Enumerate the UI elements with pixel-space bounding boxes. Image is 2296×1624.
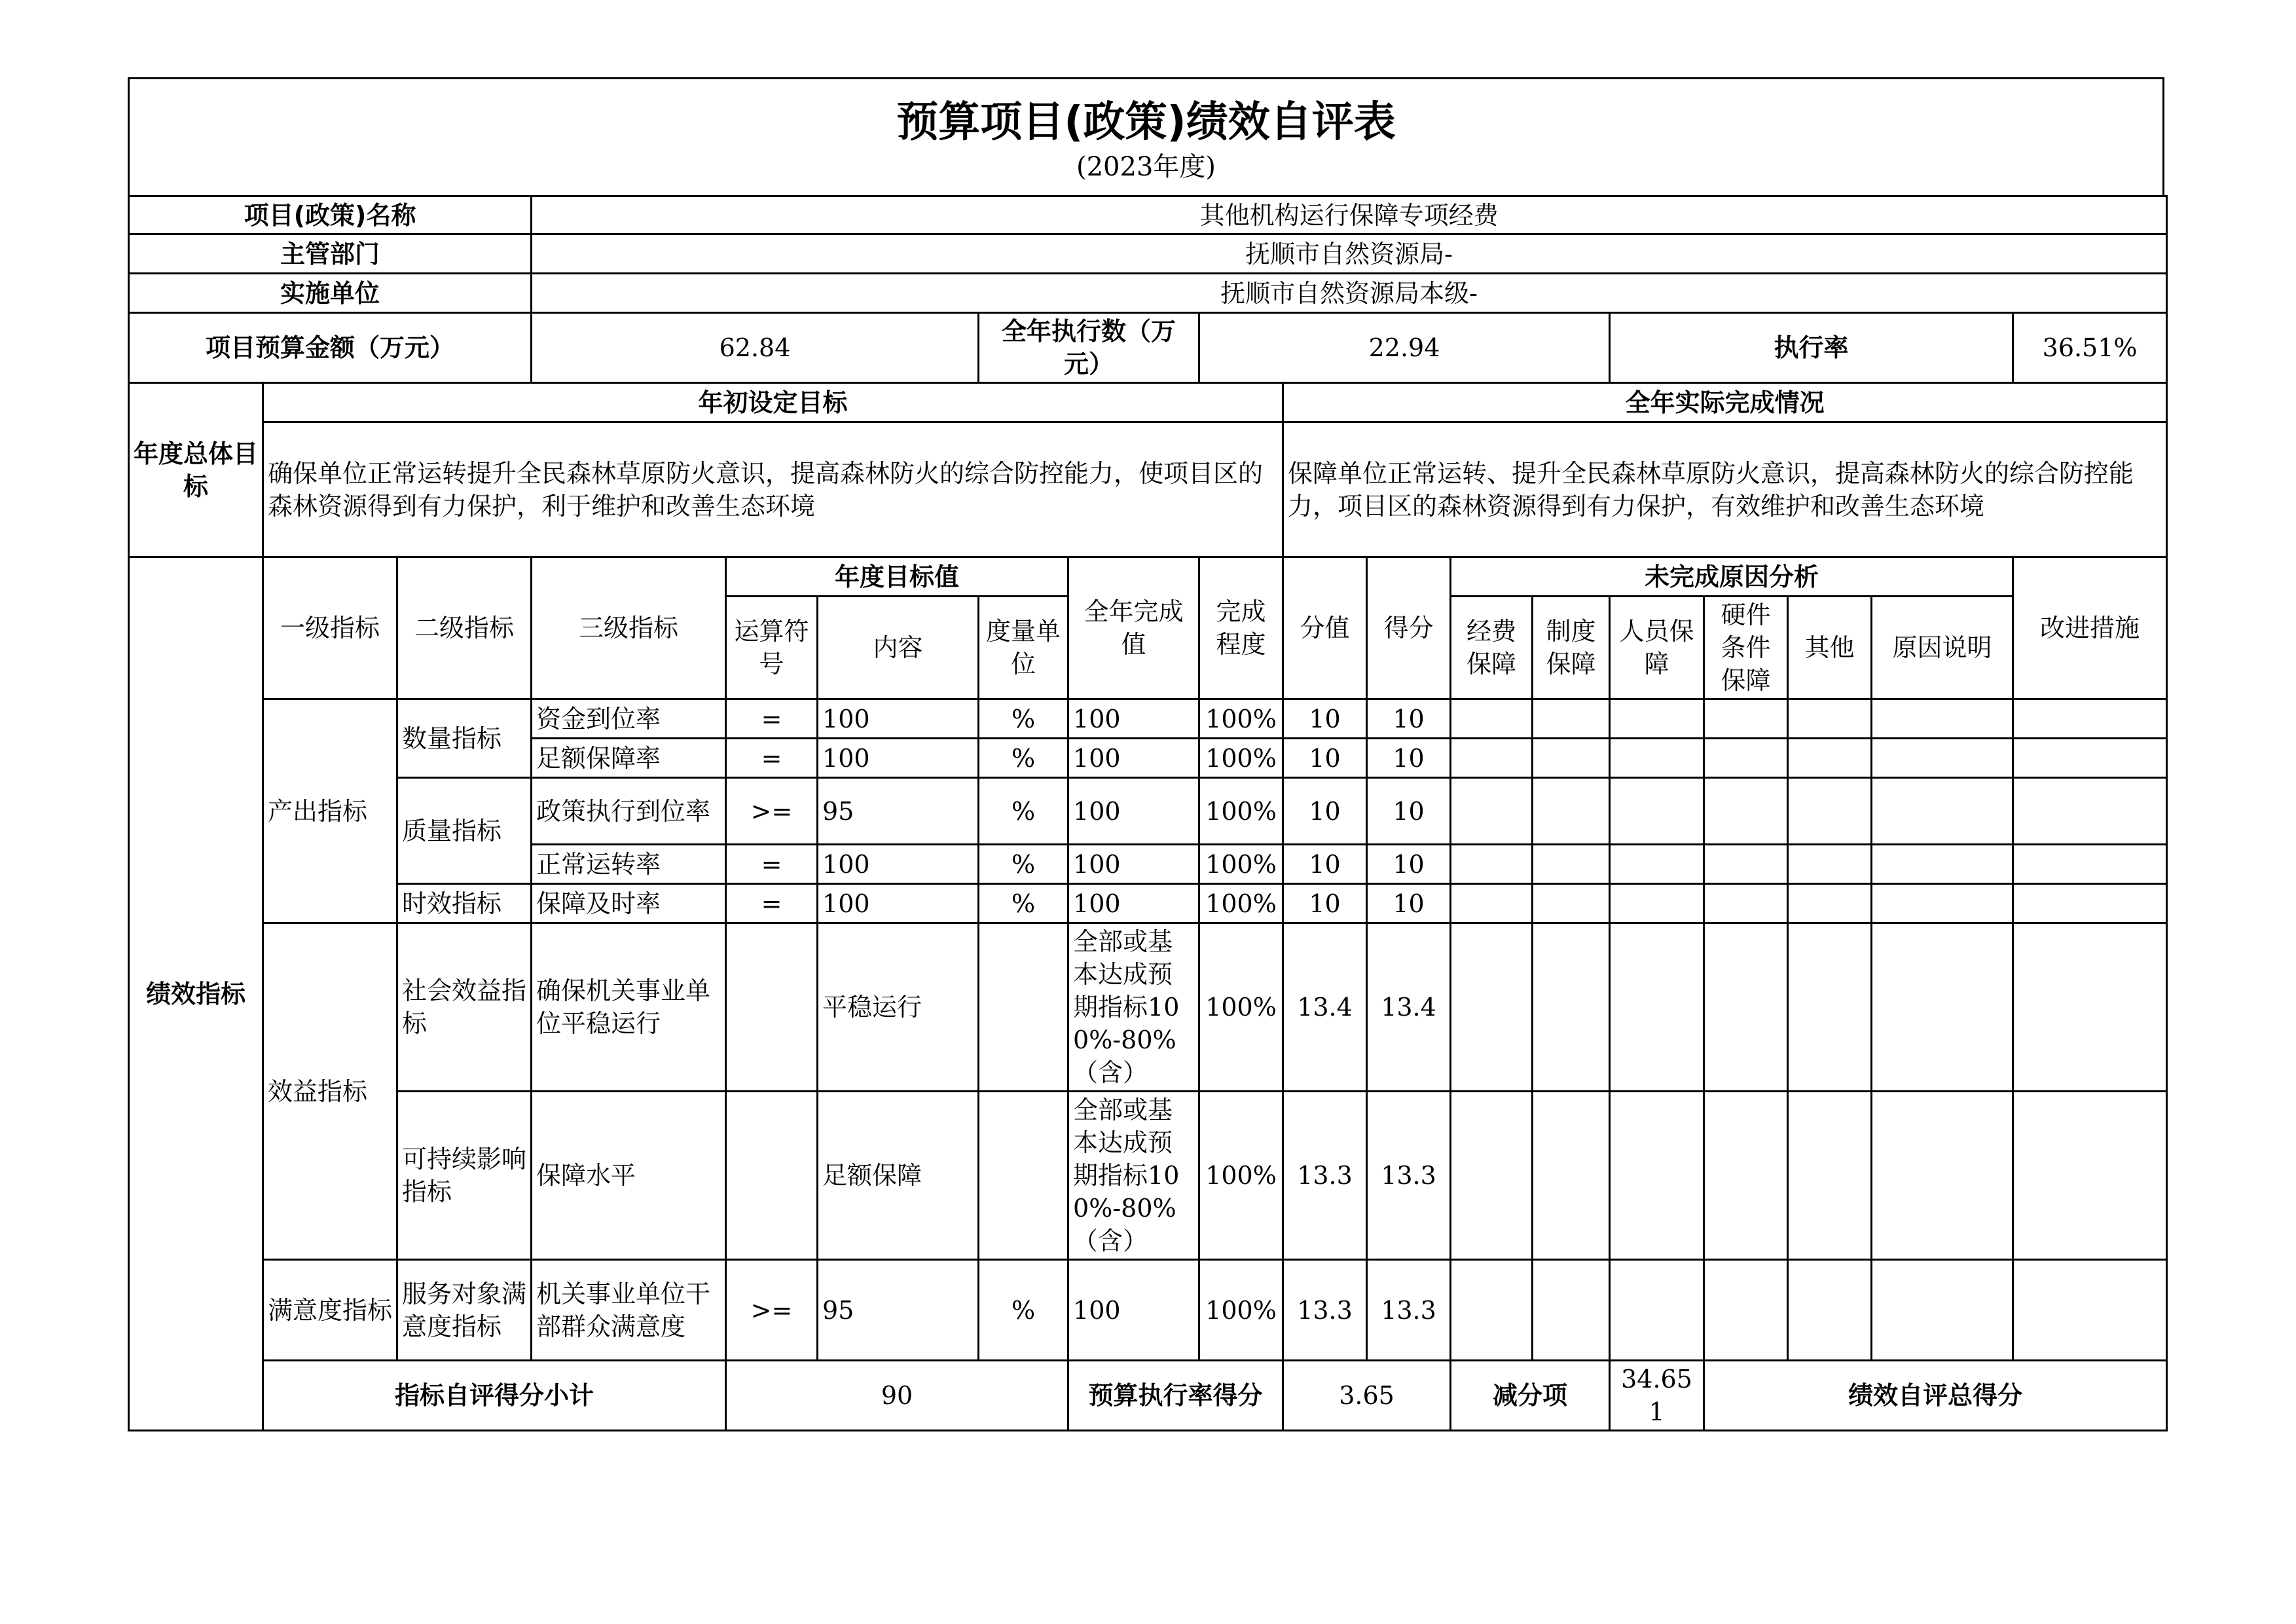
deduct-value: 34.651 — [1610, 1361, 1704, 1431]
rate-label: 执行率 — [1610, 313, 2013, 383]
exec-label: 全年执行数（万元） — [979, 313, 1199, 383]
initial-goal-label: 年初设定目标 — [263, 383, 1283, 422]
budget-score-label: 预算执行率得分 — [1068, 1361, 1283, 1431]
indicator-name: 正常运转率 — [532, 845, 726, 884]
indicator-score: 10 — [1283, 845, 1367, 884]
indicator-score: 10 — [1283, 884, 1367, 923]
indicator-got: 13.3 — [1367, 1092, 1451, 1260]
indicator-unit — [979, 923, 1068, 1092]
unit-value: 抚顺市自然资源局本级- — [532, 274, 2167, 313]
indicator-name: 足额保障率 — [532, 739, 726, 778]
indicator-degree: 100% — [1199, 884, 1283, 923]
col-improve: 改进措施 — [2013, 557, 2167, 699]
dept-value: 抚顺市自然资源局- — [532, 234, 2167, 274]
col-l2: 二级指标 — [397, 557, 532, 699]
budget-value: 62.84 — [532, 313, 979, 383]
page-subtitle: (2023年度) — [1076, 152, 1216, 182]
indicator-op: = — [726, 845, 818, 884]
indicator-name: 保障及时率 — [532, 884, 726, 923]
group-service: 服务对象满意度指标 — [397, 1260, 532, 1361]
indicator-got: 13.3 — [1367, 1260, 1451, 1361]
indicator-op: >= — [726, 1260, 818, 1361]
indicator-op — [726, 1092, 818, 1260]
evaluation-table — [128, 195, 2168, 1431]
group-sustain: 可持续影响指标 — [397, 1092, 532, 1260]
indicator-op: = — [726, 699, 818, 739]
indicator-score: 13.4 — [1283, 923, 1367, 1092]
budget-label: 项目预算金额（万元） — [129, 313, 532, 383]
group-benefit: 效益指标 — [263, 923, 397, 1260]
indicator-value: 100 — [1068, 739, 1199, 778]
indicator-value: 100 — [1068, 699, 1199, 739]
indicator-content: 95 — [818, 778, 979, 845]
indicator-name: 资金到位率 — [532, 699, 726, 739]
indicator-degree: 100% — [1199, 739, 1283, 778]
col-score: 分值 — [1283, 557, 1367, 699]
indicator-unit: % — [979, 1260, 1068, 1361]
indicator-degree: 100% — [1199, 699, 1283, 739]
subtotal-value: 90 — [726, 1361, 1068, 1431]
group-quantity: 数量指标 — [397, 699, 532, 778]
goals-label: 年度总体目标 — [129, 383, 263, 557]
group-social: 社会效益指标 — [397, 923, 532, 1092]
indicator-content: 足额保障 — [818, 1092, 979, 1260]
indicator-got: 10 — [1367, 778, 1451, 845]
col-r-desc: 原因说明 — [1872, 597, 2013, 699]
exec-value: 22.94 — [1199, 313, 1610, 383]
indicator-got: 10 — [1367, 699, 1451, 739]
indicator-score: 10 — [1283, 739, 1367, 778]
col-r-hw: 硬件条件保障 — [1704, 597, 1788, 699]
indicator-content: 平稳运行 — [818, 923, 979, 1092]
indicator-op — [726, 923, 818, 1092]
indicator-value: 全部或基本达成预期指标100%-80%（含） — [1068, 1092, 1199, 1260]
indicator-score: 13.3 — [1283, 1092, 1367, 1260]
col-degree: 完成程度 — [1199, 557, 1283, 699]
col-op: 运算符号 — [726, 597, 818, 699]
indicator-op: = — [726, 739, 818, 778]
indicator-value: 100 — [1068, 778, 1199, 845]
perf-indicators-label: 绩效指标 — [129, 557, 263, 1431]
indicator-name: 机关事业单位干部群众满意度 — [532, 1260, 726, 1361]
col-l3: 三级指标 — [532, 557, 726, 699]
indicator-value: 100 — [1068, 1260, 1199, 1361]
indicator-score: 10 — [1283, 699, 1367, 739]
deduct-label: 减分项 — [1451, 1361, 1610, 1431]
col-year-value: 全年完成值 — [1068, 557, 1199, 699]
group-quality: 质量指标 — [397, 778, 532, 884]
unit-label: 实施单位 — [129, 274, 532, 313]
title-block — [128, 77, 2164, 195]
indicator-op: >= — [726, 778, 818, 845]
indicator-name: 保障水平 — [532, 1092, 726, 1260]
group-output: 产出指标 — [263, 699, 397, 923]
indicator-content: 100 — [818, 699, 979, 739]
indicator-unit: % — [979, 699, 1068, 739]
indicator-degree: 100% — [1199, 778, 1283, 845]
actual-goal-text: 保障单位正常运转、提升全民森林草原防火意识，提高森林防火的综合防控能力，项目区的森林资源得到有力保护，有效维护和改善生态环境 — [1283, 422, 2167, 557]
page-title: 预算项目(政策)绩效自评表 — [896, 98, 1396, 147]
indicator-degree: 100% — [1199, 1092, 1283, 1260]
subtotal-label: 指标自评得分小计 — [263, 1361, 726, 1431]
indicator-content: 100 — [818, 739, 979, 778]
col-r-staff: 人员保障 — [1610, 597, 1704, 699]
project-name-label: 项目(政策)名称 — [129, 196, 532, 234]
indicator-unit: % — [979, 884, 1068, 923]
indicator-content: 95 — [818, 1260, 979, 1361]
indicator-score: 10 — [1283, 778, 1367, 845]
group-timeliness: 时效指标 — [397, 884, 532, 923]
actual-goal-label: 全年实际完成情况 — [1283, 383, 2167, 422]
col-r-other: 其他 — [1788, 597, 1872, 699]
indicator-unit — [979, 1092, 1068, 1260]
indicator-content: 100 — [818, 884, 979, 923]
indicator-unit: % — [979, 845, 1068, 884]
col-l1: 一级指标 — [263, 557, 397, 699]
indicator-got: 10 — [1367, 845, 1451, 884]
col-reasons: 未完成原因分析 — [1451, 557, 2013, 597]
col-target: 年度目标值 — [726, 557, 1068, 597]
indicator-degree: 100% — [1199, 1260, 1283, 1361]
indicator-degree: 100% — [1199, 845, 1283, 884]
indicator-got: 13.4 — [1367, 923, 1451, 1092]
indicator-content: 100 — [818, 845, 979, 884]
indicator-score: 13.3 — [1283, 1260, 1367, 1361]
indicator-name: 确保机关事业单位平稳运行 — [532, 923, 726, 1092]
group-satisfaction: 满意度指标 — [263, 1260, 397, 1361]
dept-label: 主管部门 — [129, 234, 532, 274]
budget-score-value: 3.65 — [1283, 1361, 1451, 1431]
total-label: 绩效自评总得分 — [1704, 1361, 2167, 1431]
indicator-value: 100 — [1068, 884, 1199, 923]
indicator-value: 全部或基本达成预期指标100%-80%（含） — [1068, 923, 1199, 1092]
project-name: 其他机构运行保障专项经费 — [532, 196, 2167, 234]
initial-goal-text: 确保单位正常运转提升全民森林草原防火意识，提高森林防火的综合防控能力，使项目区的森林资源得到有力保护，利于维护和改善生态环境 — [263, 422, 1283, 557]
col-r-fund: 经费保障 — [1451, 597, 1533, 699]
rate-value: 36.51% — [2013, 313, 2167, 383]
indicator-value: 100 — [1068, 845, 1199, 884]
indicator-unit: % — [979, 778, 1068, 845]
col-content: 内容 — [818, 597, 979, 699]
col-r-system: 制度保障 — [1533, 597, 1610, 699]
indicator-got: 10 — [1367, 884, 1451, 923]
indicator-name: 政策执行到位率 — [532, 778, 726, 845]
indicator-got: 10 — [1367, 739, 1451, 778]
indicator-unit: % — [979, 739, 1068, 778]
evaluation-sheet — [128, 77, 2164, 1431]
indicator-degree: 100% — [1199, 923, 1283, 1092]
col-unit: 度量单位 — [979, 597, 1068, 699]
indicator-op: = — [726, 884, 818, 923]
col-got: 得分 — [1367, 557, 1451, 699]
